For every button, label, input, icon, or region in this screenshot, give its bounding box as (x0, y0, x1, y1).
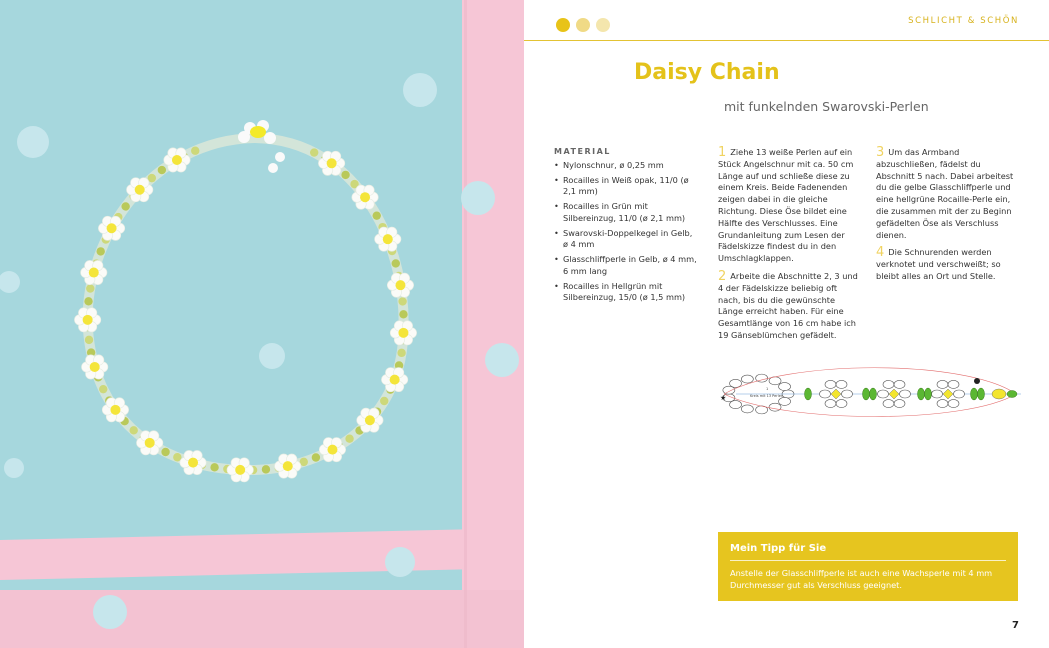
diagram-petal-bead (954, 390, 965, 398)
daisy-flower (375, 227, 401, 251)
diagram-petal-bead (894, 400, 905, 408)
daisy-center (327, 158, 337, 168)
diagram-knot-marker (974, 378, 980, 384)
diagram-petal-bead (825, 400, 836, 408)
daisy-center (360, 192, 370, 202)
header-dot (556, 18, 570, 32)
diagram-green-bead (870, 388, 877, 400)
step-text: Die Schnurenden werden verknotet und verschweißt; so bleibt alles an Ort und Stelle. (876, 247, 1001, 281)
diagram-clasp-bead (992, 389, 1006, 399)
daisy-flower (127, 178, 153, 202)
tip-text: Anstelle der Glasschliffperle ist auch eine Wachsperle mit 4 mm Durchmesser gut als Verschluss geeignet. (730, 568, 993, 590)
diagram-white-bead (723, 386, 735, 394)
green-bead (210, 463, 218, 471)
green-bead (345, 435, 353, 443)
daisy-center (135, 185, 145, 195)
diagram-white-bead (730, 379, 742, 387)
daisy-center (172, 155, 182, 165)
daisy-flower (98, 216, 124, 240)
material-list (554, 146, 699, 307)
green-bead (191, 147, 199, 155)
daisy-flower (381, 367, 407, 391)
diagram-petal-bead (932, 390, 943, 398)
green-bead (121, 202, 129, 210)
diagram-petal-bead (937, 380, 948, 388)
header-dots (556, 18, 610, 32)
green-bead (310, 148, 318, 156)
diagram-white-bead (769, 403, 781, 411)
green-bead (85, 336, 93, 344)
green-bead (86, 284, 94, 292)
green-bead (97, 247, 105, 255)
diagram-white-bead (741, 405, 753, 413)
diagram-petal-bead (878, 390, 889, 398)
daisy-center (110, 405, 120, 415)
daisy-flower (319, 438, 345, 462)
steps-column-2 (876, 147, 1018, 289)
green-bead (392, 259, 400, 267)
daisy-flower (357, 408, 383, 432)
daisy-center (398, 328, 408, 338)
daisy-flower (102, 398, 128, 422)
diagram-petal-bead (842, 390, 853, 398)
diagram-green-bead (978, 388, 985, 400)
diagram-green-bead (918, 388, 925, 400)
green-bead (380, 397, 388, 405)
diagram-petal-bead (894, 380, 905, 388)
green-bead (373, 211, 381, 219)
instruction-page (524, 0, 1049, 648)
step-number: 4 (876, 245, 885, 261)
daisy-center (90, 362, 100, 372)
daisy-center (83, 315, 93, 325)
step-4 (876, 247, 1018, 282)
material-heading: MATERIAL (554, 147, 611, 156)
daisy-center (390, 375, 400, 385)
material-item: • Nylonschnur, ø 0,25 mm (554, 160, 699, 172)
diagram-crystal-bead (889, 389, 899, 399)
diagram-start-star: ★ (720, 394, 727, 402)
daisy-center (395, 280, 405, 290)
green-bead (130, 426, 138, 434)
diagram-crystal-bead (831, 389, 841, 399)
material-item: • Rocailles in Grün mit Silbereinzug, 11/0 (ø 2,1 mm) (554, 201, 699, 224)
daisy-center (383, 234, 393, 244)
bracelet-photo-illustration (0, 0, 524, 648)
header-dot (596, 18, 610, 32)
daisy-center (107, 223, 117, 233)
daisy-flower (74, 308, 100, 332)
diagram-petal-bead (948, 400, 959, 408)
steps-column-1 (718, 147, 860, 348)
step-text: Ziehe 13 weiße Perlen auf ein Stück Angelschnur mit ca. 50 cm Länge auf und schließe diese zu einem Kreis. Beide Fadenenden zeigen dabei in die gleiche Richtung. Diese Öse bildet eine Hälfte des Verschlusses. Eine Grundanleitung zum Lesen der Fädelskizze findest du in den Umschlagklappen. (718, 147, 854, 264)
diagram-white-bead (779, 383, 791, 391)
diagram-green-bead (925, 388, 932, 400)
material-item: • Rocailles in Hellgrün mit Silbereinzug, 15/0 (ø 1,5 mm) (554, 281, 699, 304)
green-bead (158, 166, 166, 174)
step-3 (876, 147, 1018, 241)
material-item: • Glasschliffperle in Gelb, ø 4 mm, 6 mm lang (554, 254, 699, 277)
daisy-center (89, 268, 99, 278)
green-bead (397, 349, 405, 357)
diagram-crystal-bead (943, 389, 953, 399)
daisy-flower (81, 260, 107, 284)
step-text: Um das Armband abzuschließen, fädelst du Abschnitt 5 nach. Dabei arbeitest du die gelbe Glasschliffperle und eine hellgrüne Rocaille-Perle ein, die zusammen mit der zu Beginn gefädelten Öse als Verschluss dienen. (876, 147, 1014, 240)
daisy-flower (275, 454, 301, 478)
step-number: 2 (718, 268, 727, 284)
diagram-white-bead (779, 397, 791, 405)
step-text: Arbeite die Abschnitte 2, 3 und 4 der Fädelskizze beliebig oft nach, bis du die gewünschte Länge erreicht haben. Für eine Gesamtlänge von 16 cm habe ich 19 Gänseblümchen gefädelt. (718, 270, 858, 340)
daisy-flower (81, 355, 107, 379)
green-bead (312, 453, 320, 461)
diagram-green-bead (971, 388, 978, 400)
daisy-center (188, 458, 198, 468)
diagram-end-bead (1007, 391, 1017, 398)
green-bead (99, 385, 107, 393)
diagram-green-bead (863, 388, 870, 400)
page-title: Daisy Chain (634, 60, 780, 85)
diagram-petal-bead (937, 400, 948, 408)
daisy-flower (164, 148, 190, 172)
daisy-center (327, 445, 337, 455)
daisy-center (235, 465, 245, 475)
daisy-flower (136, 431, 162, 455)
diagram-green-bead (805, 388, 812, 400)
diagram-start-label: Kreis mit 13 Perlen (750, 394, 784, 398)
diagram-white-bead (741, 375, 753, 383)
diagram-petal-bead (836, 400, 847, 408)
header-dot (576, 18, 590, 32)
daisy-flower (180, 450, 206, 474)
daisy-flower (387, 273, 413, 297)
daisy-flower (318, 151, 344, 175)
daisy-flower (227, 458, 253, 482)
diagram-petal-bead (900, 390, 911, 398)
diagram-step-number: 1 (766, 387, 769, 391)
daisy-flower (390, 321, 416, 345)
step-1 (718, 147, 860, 265)
page-number: 7 (1012, 620, 1019, 631)
green-bead (84, 297, 92, 305)
diagram-petal-bead (825, 380, 836, 388)
green-bead (399, 310, 407, 318)
diagram-petal-bead (836, 380, 847, 388)
material-item: • Swarovski-Doppelkegel in Gelb, ø 4 mm (554, 228, 699, 251)
step-number: 3 (876, 145, 885, 160)
diagram-petal-bead (883, 400, 894, 408)
diagram-white-bead (730, 401, 742, 409)
diagram-petal-bead (948, 380, 959, 388)
daisy-center (145, 438, 155, 448)
green-bead (398, 297, 406, 305)
daisy-center (365, 415, 375, 425)
daisy-flower (352, 185, 378, 209)
green-bead (341, 171, 349, 179)
green-bead (262, 465, 270, 473)
tip-title: Mein Tipp für Sie (730, 543, 1006, 561)
step-number: 1 (718, 145, 727, 160)
material-item: • Rocailles in Weiß opak, 11/0 (ø 2,1 mm) (554, 175, 699, 198)
diagram-petal-bead (883, 380, 894, 388)
page-subtitle: mit funkelnden Swarovski-Perlen (724, 99, 929, 114)
green-bead (161, 448, 169, 456)
tip-box (718, 532, 1018, 601)
section-label: SCHLICHT & SCHÖN (908, 16, 1019, 26)
header-divider (524, 40, 1049, 41)
bracelet-photo (0, 0, 524, 648)
step-2 (718, 268, 860, 342)
beading-diagram (716, 364, 1026, 420)
daisy-center (283, 461, 293, 471)
diagram-petal-bead (820, 390, 831, 398)
